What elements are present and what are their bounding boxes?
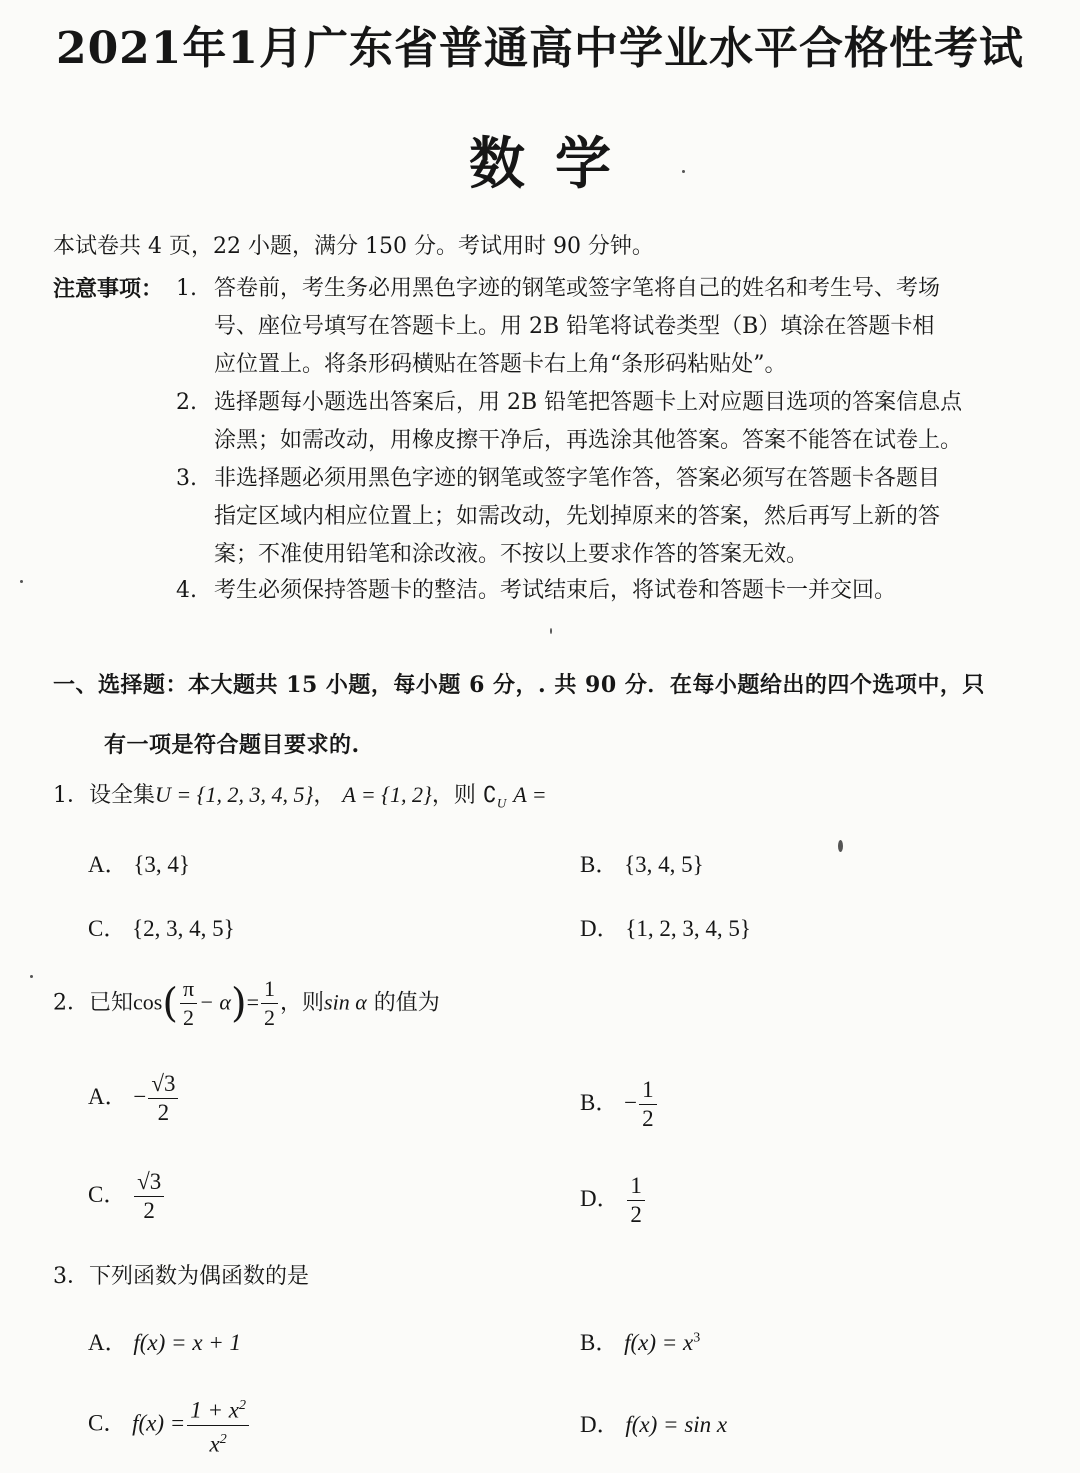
function-lhs: f(x) = bbox=[625, 1412, 679, 1437]
section-heading: 一、选择题：本大题共 15 小题，每小题 6 分，. 共 90 分．在每小题给出的四个选项中，只 bbox=[53, 672, 985, 698]
stem-text: 已知 bbox=[89, 990, 134, 1016]
option-label: A． bbox=[88, 852, 128, 877]
q3-option-c[interactable] bbox=[88, 1392, 251, 1458]
option-value: {2, 3, 4, 5} bbox=[132, 916, 235, 941]
numerator-exponent: 2 bbox=[239, 1398, 247, 1413]
option-sign: − bbox=[624, 1089, 638, 1115]
notice-label: 注意事项： bbox=[53, 276, 164, 302]
notice-line: 非选择题必须用黑色字迹的钢笔或签字笔作答，答案必须写在答题卡各题目 bbox=[214, 466, 941, 491]
stem-sep: ， bbox=[313, 783, 336, 808]
subject-title: 数学 bbox=[469, 131, 641, 197]
fraction-numerator: √3 bbox=[148, 1070, 178, 1099]
notice-line: 号、座位号填写在答题卡上。用 2B 铅笔将试卷类型（B）填涂在答题卡相 bbox=[214, 314, 935, 339]
option-label: C． bbox=[88, 1181, 127, 1207]
notice-line: 案；不准使用铅笔和涂改液。不按以上要求作答的答案无效。 bbox=[214, 542, 809, 567]
fraction-numerator: 1 bbox=[639, 1076, 657, 1105]
function-rhs: sin x bbox=[684, 1412, 728, 1437]
function-lhs: f(x) = bbox=[624, 1330, 678, 1355]
q3-option-a[interactable] bbox=[88, 1324, 241, 1357]
set-a: A = {1, 2} bbox=[342, 782, 432, 807]
notice-line: 指定区域内相应位置上；如需改动，先划掉原来的答案，然后再写上新的答 bbox=[214, 504, 941, 529]
stem-text: 下列函数为偶函数的是 bbox=[89, 1264, 310, 1289]
complement-rest: A = bbox=[513, 782, 547, 807]
option-label: B． bbox=[580, 852, 619, 877]
scan-speck bbox=[682, 170, 685, 173]
q1-option-a[interactable] bbox=[88, 846, 190, 879]
stem-text: ，则 bbox=[431, 783, 476, 808]
question-1-stem bbox=[53, 780, 547, 818]
option-label: B． bbox=[580, 1330, 619, 1355]
q1-option-d[interactable] bbox=[580, 910, 751, 943]
q2-option-a[interactable] bbox=[88, 1070, 180, 1127]
scan-speck bbox=[20, 580, 23, 583]
question-2-stem: 2．已知cos( $\frac{\pi}{2}$ − α)= $\frac{1}{2}$ ，则sin α 的值为 bbox=[53, 976, 440, 1030]
fraction-denominator: 2 bbox=[264, 1005, 275, 1030]
fraction-numerator: √3 bbox=[134, 1168, 164, 1197]
option-label: D． bbox=[580, 916, 620, 941]
fraction-numerator: 1 bbox=[261, 975, 278, 1004]
stem-text: 设全集 bbox=[89, 783, 156, 808]
q1-option-b[interactable] bbox=[580, 846, 704, 879]
notice-item-num: 2. bbox=[176, 390, 197, 415]
question-number: 1． bbox=[53, 783, 89, 808]
complement-symbol: ∁ bbox=[482, 782, 497, 807]
question-number: 3． bbox=[53, 1264, 89, 1289]
q3-option-b[interactable] bbox=[580, 1324, 700, 1357]
exam-intro: 本试卷共 4 页，22 小题，满分 150 分。考试用时 90 分钟。 bbox=[53, 234, 654, 259]
option-label: A． bbox=[88, 1330, 128, 1355]
cos-function: cos bbox=[133, 989, 163, 1015]
denominator-exponent: 2 bbox=[219, 1431, 227, 1447]
question-number: 2． bbox=[53, 990, 89, 1016]
section-heading-cont: 有一项是符合题目要求的. bbox=[104, 732, 360, 758]
notice-line: 应位置上。将条形码横贴在答题卡右上角“条形码粘贴处”。 bbox=[214, 352, 787, 377]
option-value: {3, 4, 5} bbox=[624, 852, 704, 877]
scan-speck bbox=[30, 975, 33, 978]
notice-item-num: 1. bbox=[176, 276, 197, 301]
option-label: A． bbox=[88, 1083, 128, 1109]
function-lhs: f(x) = bbox=[132, 1410, 186, 1436]
fraction-denominator: 2 bbox=[630, 1202, 642, 1227]
option-label: C． bbox=[88, 1410, 127, 1436]
fraction-denominator: 2 bbox=[183, 1005, 194, 1030]
scan-speck bbox=[838, 840, 843, 852]
q2-option-d[interactable] bbox=[580, 1172, 647, 1229]
stem-text: ，则 bbox=[280, 990, 325, 1016]
fraction-denominator: 2 bbox=[143, 1198, 155, 1223]
exam-title: 2021年1月广东省普通高中学业水平合格性考试 bbox=[55, 23, 1025, 74]
question-3-stem bbox=[53, 1262, 309, 1292]
notice-item-num: 3. bbox=[176, 466, 197, 491]
q2-option-c[interactable] bbox=[88, 1168, 166, 1225]
option-value: {1, 2, 3, 4, 5} bbox=[625, 916, 751, 941]
set-u: U = {1, 2, 3, 4, 5} bbox=[155, 782, 314, 807]
option-value: {3, 4} bbox=[133, 852, 190, 877]
option-label: B． bbox=[580, 1089, 619, 1115]
q2-option-b[interactable] bbox=[580, 1076, 659, 1133]
fraction-denominator: 2 bbox=[642, 1106, 654, 1131]
function-exponent: 3 bbox=[693, 1330, 701, 1346]
notice-line: 答卷前，考生务必用黑色字迹的钢笔或签字笔将自己的姓名和考生号、考场 bbox=[214, 276, 941, 301]
q1-option-c[interactable] bbox=[88, 910, 235, 943]
option-label: D． bbox=[580, 1185, 620, 1211]
notice-line: 考生必须保持答题卡的整洁。考试结束后，将试卷和答题卡一并交回。 bbox=[214, 578, 897, 603]
notice-line: 选择题每小题选出答案后，用 2B 铅笔把答题卡上对应题目选项的答案信息点 bbox=[214, 390, 963, 415]
function-lhs: f(x) = bbox=[133, 1330, 187, 1355]
notice-line: 涂黑；如需改动，用橡皮擦干净后，再选涂其他答案。答案不能答在试卷上。 bbox=[214, 428, 963, 453]
complement-sub: U bbox=[496, 795, 507, 811]
fraction-numerator: π bbox=[180, 975, 197, 1004]
stem-text: 的值为 bbox=[373, 990, 440, 1016]
minus-alpha: − α bbox=[199, 989, 231, 1015]
fraction-denominator: 2 bbox=[157, 1100, 170, 1125]
notice-item-num: 4. bbox=[176, 578, 197, 603]
q3-option-d[interactable] bbox=[580, 1406, 727, 1439]
function-rhs: x + 1 bbox=[192, 1330, 242, 1355]
scan-speck bbox=[550, 628, 552, 634]
fraction-numerator: 1 bbox=[627, 1172, 645, 1201]
equals-sign: = bbox=[246, 989, 259, 1015]
option-label: D． bbox=[580, 1412, 620, 1437]
option-label: C． bbox=[88, 916, 127, 941]
function-rhs: x bbox=[683, 1330, 694, 1355]
option-sign: − bbox=[133, 1083, 147, 1109]
fraction-denominator: x bbox=[209, 1431, 220, 1457]
sin-alpha: sin α bbox=[324, 989, 367, 1015]
fraction-numerator: 1 + x bbox=[190, 1397, 240, 1423]
